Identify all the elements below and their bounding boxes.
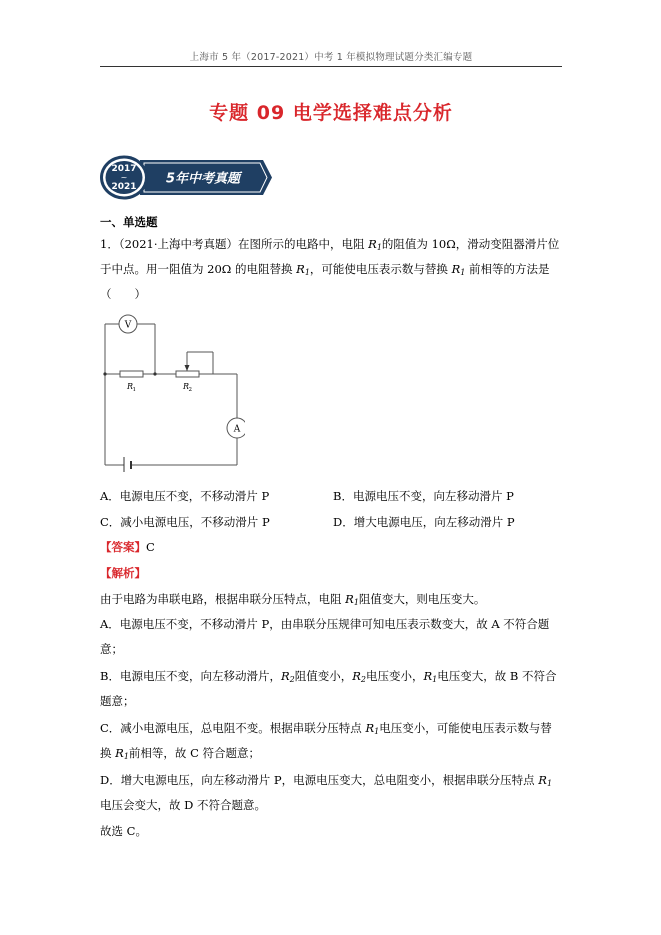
question-paren: （ ） (100, 287, 146, 301)
analysis-line-2: A．电源电压不变，不移动滑片 P，由串联分压规律可知电压表示数变大，故 A 不符合题 (100, 617, 550, 631)
voltmeter-label: V (124, 320, 132, 331)
question-line-1: 1．（2021·上海中考真题）在图所示的电路中，电阻 $R_1$的阻值为 10Ω，滑动变阻器滑片位 (100, 237, 560, 252)
rheostat-r2 (176, 371, 199, 377)
junction-dot-left (103, 372, 106, 375)
analysis-line-3: 意； (100, 642, 123, 656)
analysis-line-1: 由于电路为串联电路，根据串联分压特点，电阻 $R_1$阻值变大，则电压变大。 (100, 592, 486, 607)
question-line-2: 于中点。用一阻值为 20Ω 的电阻替换 $R_1$，可能使电压表示数与替换 $R_1$ 前相等的方法是 (100, 262, 550, 277)
header-divider (100, 66, 562, 67)
page-header: 上海市 5 年（2017-2021）中考 1 年模拟物理试题分类汇编专题 (189, 52, 473, 63)
answer-line (100, 539, 155, 555)
analysis-line-8: D．增大电源电压，向左移动滑片 P，电源电压变大，总电阻变小，根据串联分压特点 $R_1$ (100, 773, 553, 788)
r1-subscript: 1 (132, 387, 136, 393)
badge-year-tilde: ~ (120, 173, 128, 182)
r2-subscript: 2 (188, 387, 192, 393)
junction-dot-right (153, 372, 156, 375)
badge-year-top: 2017 (111, 164, 137, 174)
analysis-line-4: B．电源电压不变，向左移动滑片，$R_2$阻值变小，$R_2$电压变小，$R_1$电压变大，故 B 不符合 (100, 669, 557, 684)
answer-value: C (146, 540, 155, 554)
badge-label: 5年中考真题 (165, 171, 241, 187)
analysis-line-9: 电压会变大，故 D 不符合题意。 (100, 798, 267, 812)
r1-label: R (127, 382, 134, 391)
slider-arrow-icon (185, 365, 190, 371)
analysis-line-10: 故选 C。 (100, 824, 147, 838)
resistor-r1 (120, 371, 143, 377)
analysis-line-6: C．减小电源电压，总电阻不变。根据串联分压特点 $R_1$电压变小，可能使电压表示数与替 (100, 721, 552, 736)
page-title: 专题 09 电学选择难点分析 (209, 102, 453, 124)
circuit-diagram (100, 312, 245, 472)
exam-badge (100, 155, 275, 200)
section-heading: 一、单选题 (100, 215, 158, 229)
answer-tag: 【答案】 (100, 540, 146, 554)
option-d: D．增大电源电压，向左移动滑片 P (333, 515, 515, 529)
ammeter-label: A (233, 424, 241, 435)
badge-year-bottom: 2021 (111, 182, 137, 192)
analysis-line-7: 换 $R_1$前相等，故 C 符合题意； (100, 746, 261, 761)
option-a: A．电源电压不变，不移动滑片 P (100, 489, 270, 503)
r2-label: R (183, 382, 190, 391)
option-c: C．减小电源电压，不移动滑片 P (100, 515, 270, 529)
analysis-line-5: 题意； (100, 694, 135, 708)
option-b: B．电源电压不变，向左移动滑片 P (333, 489, 514, 503)
analysis-tag: 【解析】 (100, 566, 146, 580)
